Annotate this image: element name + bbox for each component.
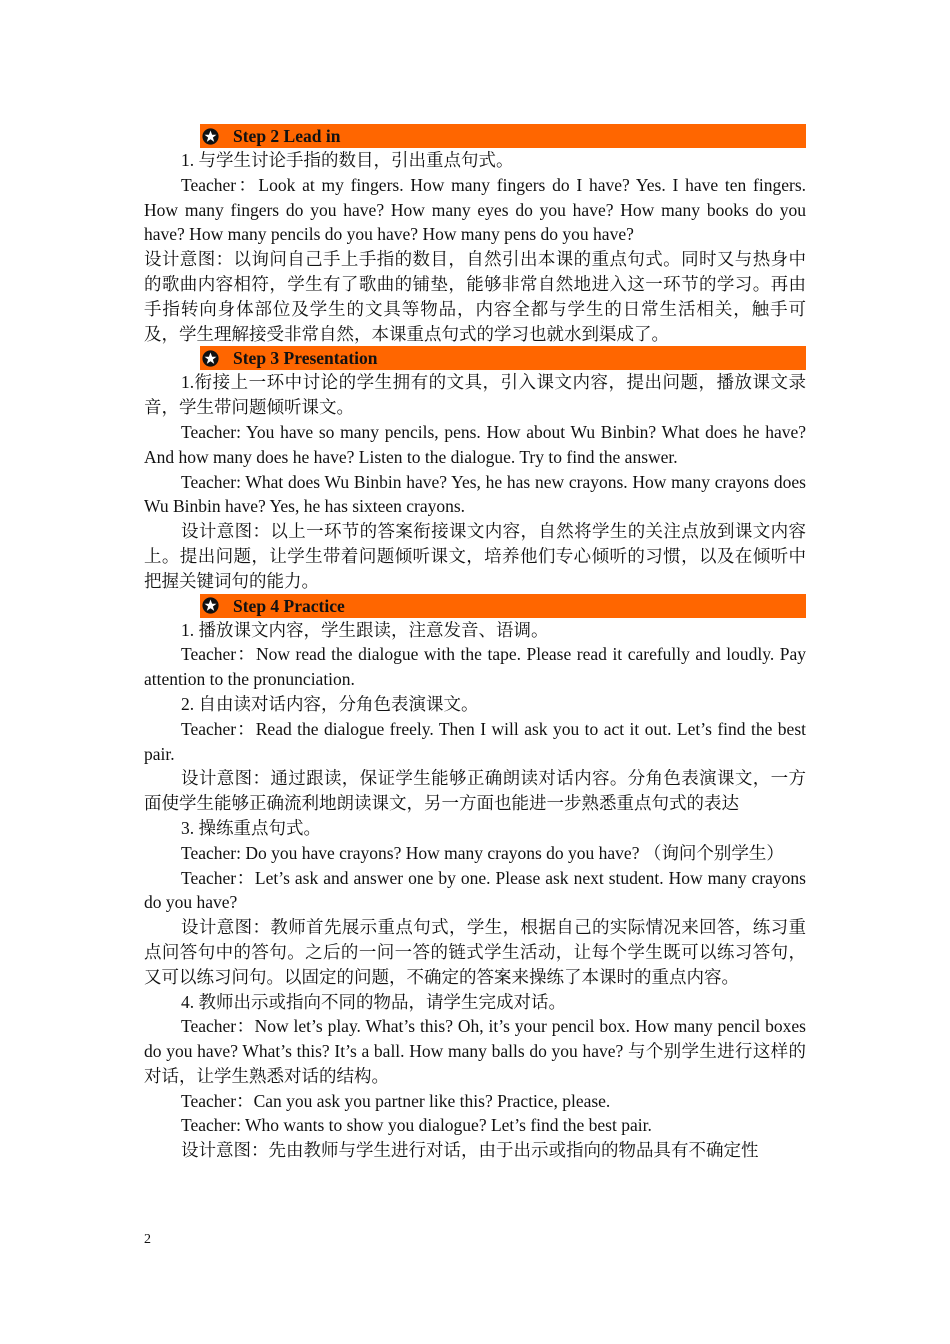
step-4-design-intent-2: 设计意图：教师首先展示重点句式，学生，根据自己的实际情况来回答，练习重点问答句中的答句。之后的一问一答的链式学生活动，让每个学生既可以练习答句，又可以练习问句。以固定的问题，不确定的答案来操练了本课时的重点内容。: [144, 917, 806, 987]
step-4-heading: [200, 594, 806, 618]
step-4-paragraph-11: Teacher：Now let’s play. What’s this? Oh, it’s your pencil box. How many pencil boxes do you have? What’s this? It’s a ball. How many balls do you have? 与个别学生进行这样的对话，让学生熟悉对话的结构。: [144, 1016, 806, 1086]
step-4-paragraph-7: Teacher: Do you have crayons? How many crayons do you have? （询问个别学生）: [181, 842, 784, 863]
step-4-paragraph-13: Teacher: Who wants to show you dialogue? Let’s find the best pair.: [181, 1115, 652, 1136]
step-2-paragraph-2: Teacher：Look at my fingers. How many fingers do I have? Yes. I have ten fingers. How many fingers do you have? How many eyes do you have? How many books do you have? How many pencils do you have? How many pens do you have?: [144, 174, 806, 245]
step-3-paragraph-1: 1.衔接上一环中讨论的学生拥有的文具，引入课文内容，提出问题，播放课文录音，学生带问题倾听课文。: [144, 372, 806, 418]
step-3-design-intent: 设计意图：以上一环节的答案衔接课文内容，自然将学生的关注点放到课文内容上。提出问题，让学生带着问题倾听课文，培养他们专心倾听的习惯，以及在倾听中把握关键词句的能力。: [144, 521, 806, 591]
star-bullet-icon: [202, 350, 219, 367]
step-4-paragraph-8: Teacher：Let’s ask and answer one by one. Please ask next student. How many crayons do you have?: [144, 867, 806, 913]
step-3-paragraph-2: Teacher: You have so many pencils, pens. How about Wu Binbin? What does he have? And how many does he have? Listen to the dialogue. Try to find the answer.: [144, 421, 806, 467]
step-4-design-intent-3: 设计意图：先由教师与学生进行对话，由于出示或指向的物品具有不确定性: [181, 1140, 759, 1161]
step-4-design-intent-1: 设计意图：通过跟读，保证学生能够正确朗读对话内容。分角色表演课文，一方面使学生能够正确流利地朗读课文，另一方面也能进一步熟悉重点句式的表达: [144, 768, 806, 814]
step-4-paragraph-12: Teacher：Can you ask you partner like this? Practice, please.: [181, 1090, 611, 1111]
step-2-design-intent: 设计意图：以询问自己手上手指的数目，自然引出本课的重点句式。同时又与热身中的歌曲内容相符，学生有了歌曲的铺垫，能够非常自然地进入这一环节的学习。再由手指转向身体部位及学生的文具等物品，内容全都与学生的日常生活相关，触手可及，学生理解接受非常自然，本课重点句式的学习也就水到渠成了。: [144, 249, 806, 344]
step-4-title: Step 4 Practice: [233, 595, 345, 616]
document-body: [144, 124, 806, 1163]
step-3-heading: [200, 346, 806, 370]
step-4-paragraph-2: Teacher：Now read the dialogue with the tape. Please read it carefully and loudly. Pay attention to the pronunciation.: [144, 644, 806, 690]
step-4-paragraph-10: 4. 教师出示或指向不同的物品，请学生完成对话。: [181, 991, 566, 1012]
step-4-paragraph-6: 3. 操练重点句式。: [181, 817, 321, 838]
step-4-paragraph-4: Teacher：Read the dialogue freely. Then I will ask you to act it out. Let’s find the best pair.: [144, 718, 806, 764]
step-2-heading: [200, 124, 806, 148]
page-number: 2: [144, 1232, 151, 1247]
star-bullet-icon: [202, 597, 219, 614]
star-bullet-icon: [202, 128, 219, 145]
step-4-paragraph-1: 1. 播放课文内容，学生跟读，注意发音、语调。: [181, 619, 549, 640]
step-4-paragraph-3: 2. 自由读对话内容，分角色表演课文。: [181, 693, 479, 714]
step-3-title: Step 3 Presentation: [233, 348, 378, 369]
step-3-paragraph-3: Teacher: What does Wu Binbin have? Yes, he has new crayons. How many crayons does Wu Binbin have? Yes, he has sixteen crayons.: [144, 471, 806, 517]
step-2-paragraph-1: 1. 与学生讨论手指的数目，引出重点句式。: [181, 150, 514, 170]
step-2-title: Step 2 Lead in: [233, 126, 341, 146]
